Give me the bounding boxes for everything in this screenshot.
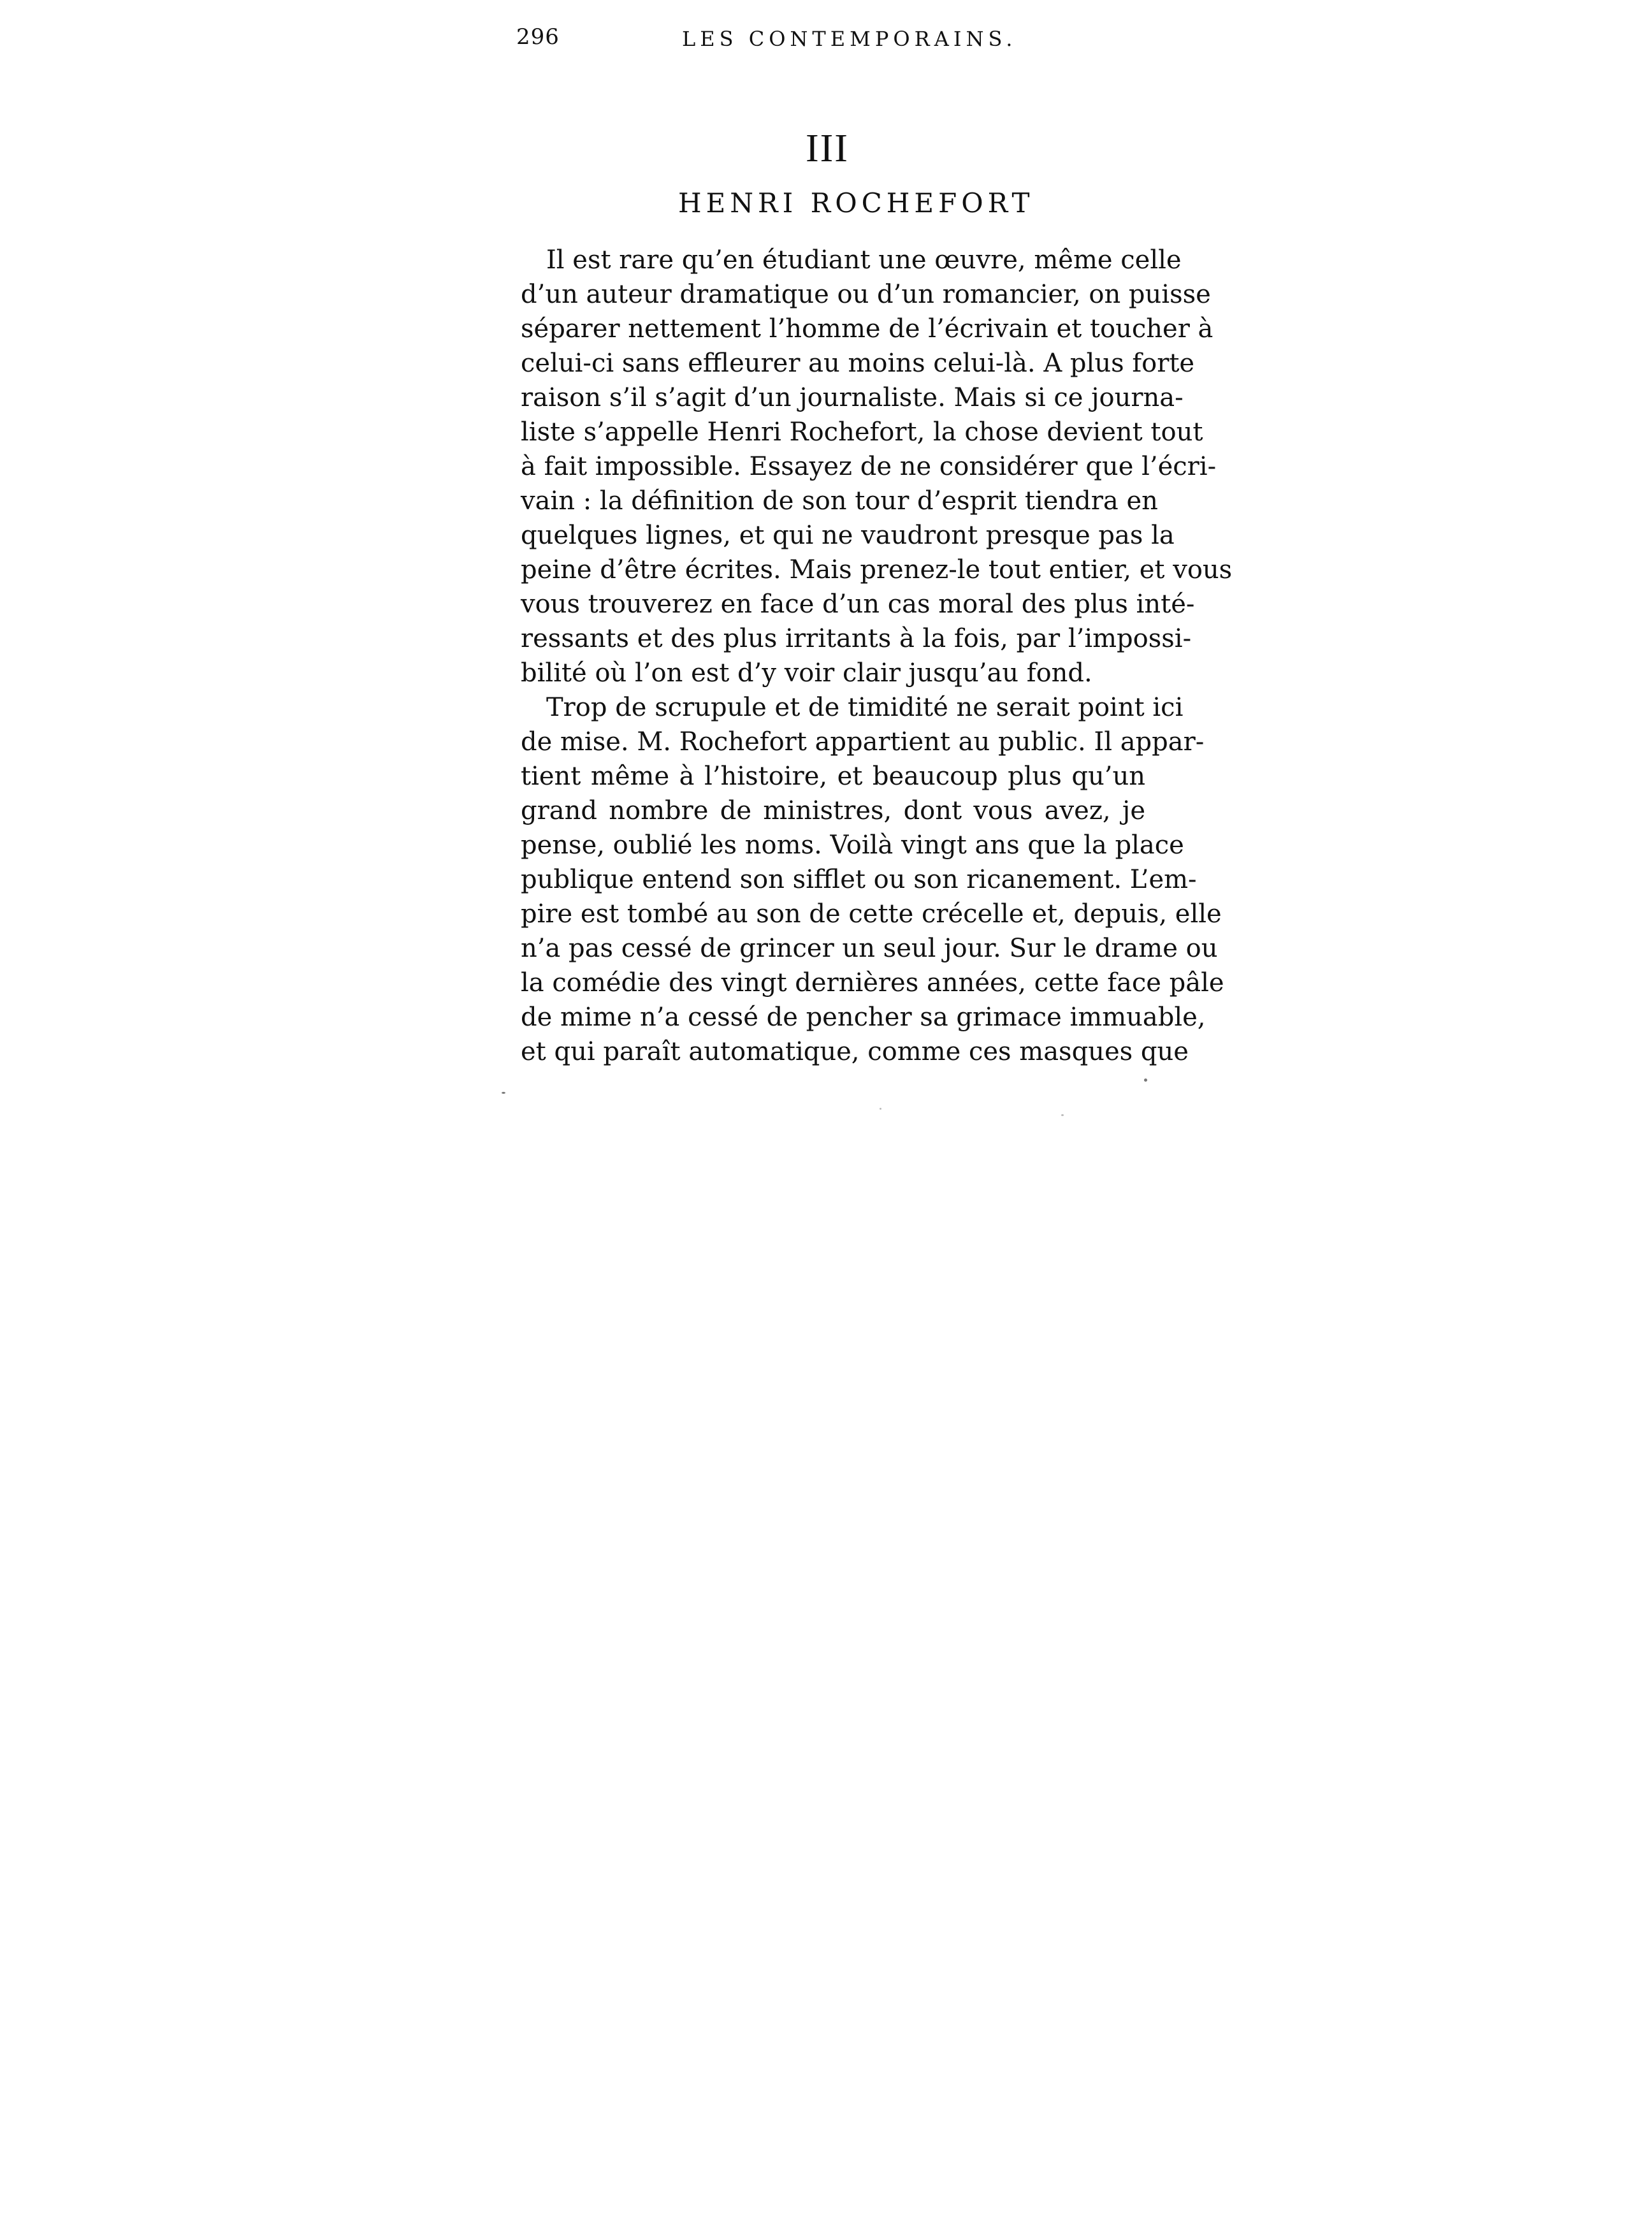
text-line: de mise. M. Rochefort appartient au public. Il appar- — [521, 727, 1205, 757]
text-line: de mime n’a cessé de pencher sa grimace immuable, — [521, 1003, 1206, 1032]
text-line: et qui paraît automatique, comme ces masques que — [521, 1037, 1189, 1066]
scan-speck — [502, 1092, 505, 1094]
paragraph-1 — [521, 243, 1233, 690]
text-line: Il est rare qu’en étudiant une œuvre, même celle — [546, 245, 1182, 275]
text-line: tient même à l’histoire, et beaucoup plus qu’un — [521, 762, 1145, 791]
text-line: la comédie des vingt dernières années, cette face pâle — [521, 968, 1224, 998]
scan-speck — [1144, 1078, 1147, 1082]
page-number: 296 — [516, 24, 560, 50]
chapter-number: III — [806, 127, 849, 170]
text-line: celui-ci sans effleurer au moins celui-là. A plus forte — [521, 349, 1195, 378]
text-line: vain : la définition de son tour d’esprit tiendra en — [521, 486, 1158, 516]
text-line: peine d’être écrites. Mais prenez-le tout entier, et vous — [521, 555, 1233, 584]
text-line: pense, oublié les noms. Voilà vingt ans que la place — [521, 831, 1184, 860]
text-line: publique entend son sifflet ou son ricanement. L’em- — [521, 865, 1197, 894]
text-line: Trop de scrupule et de timidité ne serait point ici — [546, 693, 1184, 722]
scan-speck — [1061, 1114, 1064, 1116]
text-line: liste s’appelle Henri Rochefort, la chose devient tout — [521, 417, 1203, 447]
text-line: à fait impossible. Essayez de ne considérer que l’écri- — [521, 452, 1217, 481]
paragraph-2 — [521, 690, 1224, 1069]
running-head: LES CONTEMPORAINS. — [682, 27, 1017, 51]
text-line: séparer nettement l’homme de l’écrivain et toucher à — [521, 314, 1214, 344]
text-line: pire est tombé au son de cette crécelle et, depuis, elle — [521, 899, 1222, 929]
text-line: d’un auteur dramatique ou d’un romancier, on puisse — [521, 280, 1211, 309]
body-text — [521, 243, 1233, 1069]
text-line: n’a pas cessé de grincer un seul jour. Sur le drame ou — [521, 934, 1218, 963]
text-line: ressants et des plus irritants à la fois, par l’impossi- — [521, 624, 1192, 653]
text-line: bilité où l’on est d’y voir clair jusqu’au fond. — [521, 658, 1092, 688]
scan-speck — [880, 1108, 881, 1110]
text-line: grand nombre de ministres, dont vous avez, je — [521, 796, 1145, 825]
text-line: vous trouverez en face d’un cas moral des plus inté- — [521, 590, 1195, 619]
chapter-title: HENRI ROCHEFORT — [678, 187, 1034, 219]
text-line: quelques lignes, et qui ne vaudront presque pas la — [521, 521, 1175, 550]
text-line: raison s’il s’agit d’un journaliste. Mais si ce journa- — [521, 383, 1184, 412]
